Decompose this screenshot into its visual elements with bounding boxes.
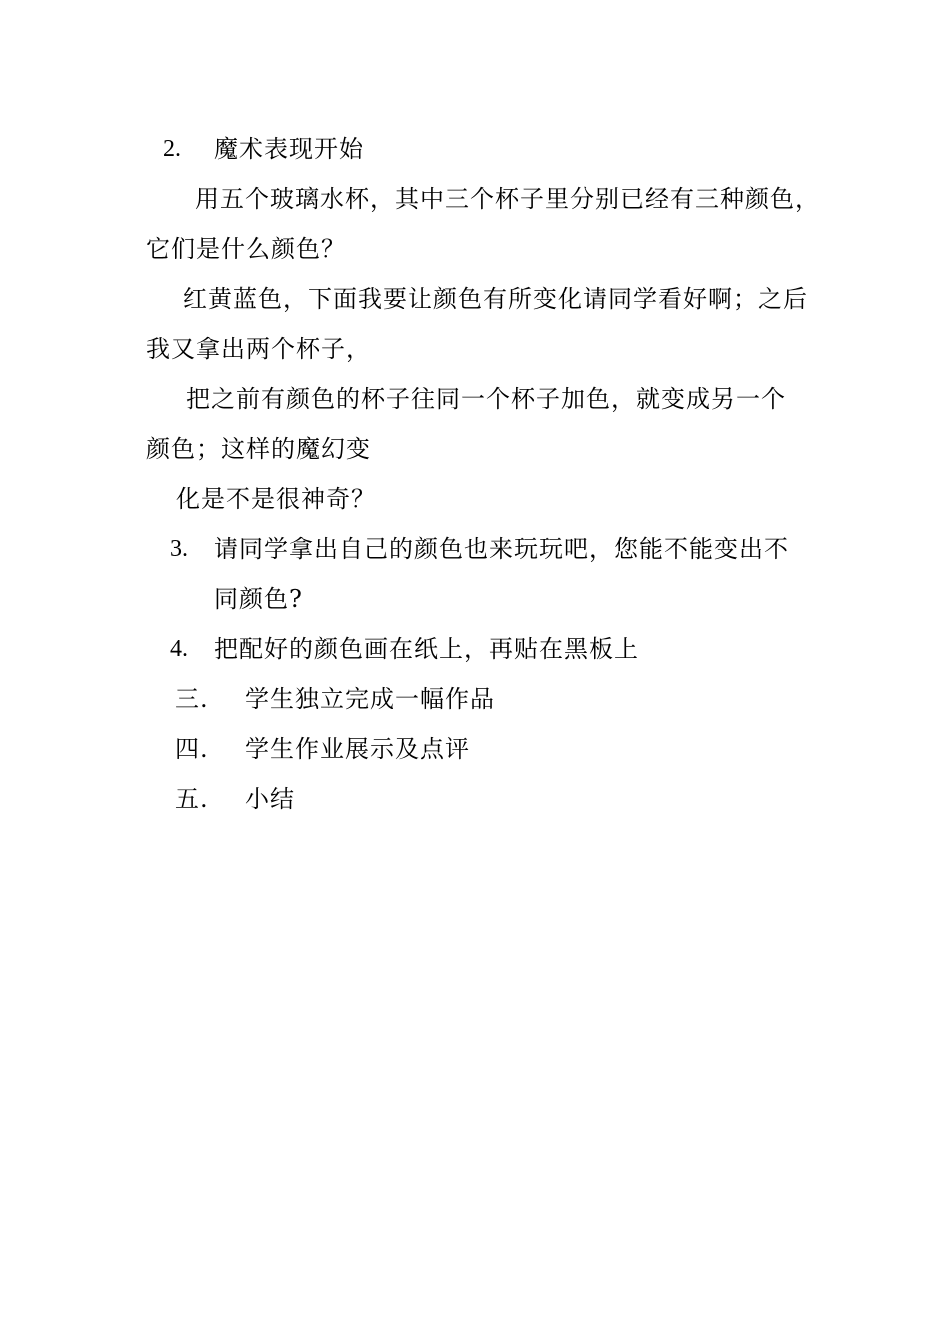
paragraph-2-line-1: 红黄蓝色，下面我要让颜色有所变化请同学看好啊；之后 bbox=[183, 285, 808, 313]
paragraph-3-line-2: 颜色；这样的魔幻变 bbox=[146, 435, 371, 463]
item-4-text: 把配好的颜色画在纸上，再贴在黑板上 bbox=[214, 635, 639, 663]
section-4-text: 学生作业展示及点评 bbox=[245, 735, 470, 763]
paragraph-3-line-3: 化是不是很神奇？ bbox=[176, 485, 376, 513]
section-5-text: 小结 bbox=[245, 785, 295, 813]
item-4-number: 4. bbox=[170, 636, 188, 662]
item-3-number: 3. bbox=[170, 536, 188, 562]
section-4-number: 四. bbox=[175, 735, 209, 763]
paragraph-2-line-2: 我又拿出两个杯子， bbox=[146, 335, 371, 363]
item-2-number: 2. bbox=[163, 136, 181, 162]
item-2-heading: 魔术表现开始 bbox=[214, 135, 364, 163]
section-3-number: 三. bbox=[175, 685, 209, 713]
section-5-number: 五. bbox=[175, 785, 209, 813]
paragraph-3-line-1: 把之前有颜色的杯子往同一个杯子加色，就变成另一个 bbox=[186, 385, 786, 413]
paragraph-1-line-2: 它们是什么颜色？ bbox=[146, 235, 346, 263]
item-3-line-2: 同颜色? bbox=[214, 585, 303, 613]
item-3-line-1: 请同学拿出自己的颜色也来玩玩吧，您能不能变出不 bbox=[214, 535, 789, 563]
paragraph-1-line-1: 用五个玻璃水杯，其中三个杯子里分别已经有三种颜色， bbox=[195, 185, 820, 213]
section-3-text: 学生独立完成一幅作品 bbox=[245, 685, 495, 713]
